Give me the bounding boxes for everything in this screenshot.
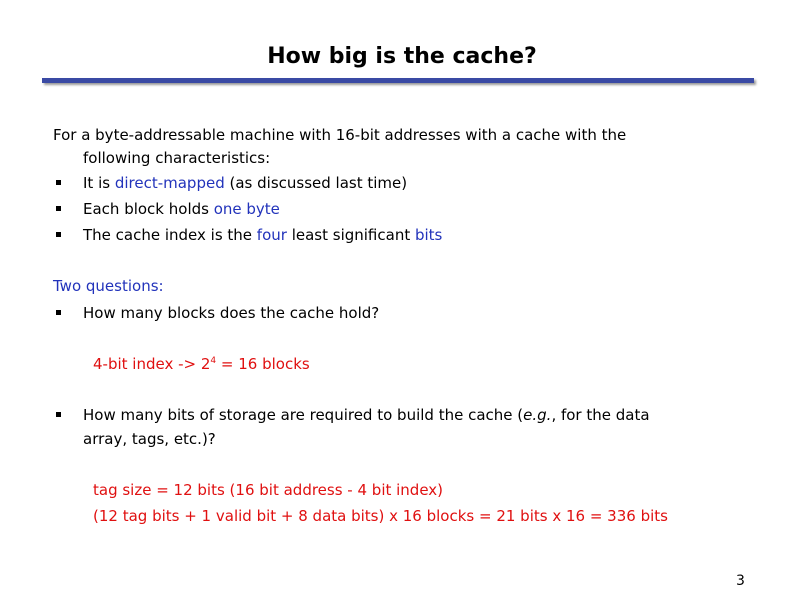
text-segment: 4-bit index -> 2 — [93, 355, 211, 373]
highlight-four: four — [256, 226, 287, 244]
text-segment: = 16 blocks — [216, 355, 310, 373]
answer-2-line-1: tag size = 12 bits (16 bit address - 4 bit index) — [93, 481, 444, 499]
bullet-block-size — [83, 200, 280, 218]
text-segment: , for the data — [551, 406, 650, 424]
bullet-marker — [56, 412, 61, 417]
text-segment: least significant — [286, 226, 415, 244]
highlight-direct-mapped: direct-mapped — [114, 174, 225, 192]
intro-line-2: following characteristics: — [83, 149, 271, 167]
text-segment: How many bits of storage are required to build the cache ( — [83, 406, 524, 424]
answer-2-line-2: (12 tag bits + 1 valid bit + 8 data bits) x 16 blocks = 21 bits x 16 = 336 bits — [93, 507, 668, 525]
bullet-marker — [56, 206, 61, 211]
bullet-marker — [56, 310, 61, 315]
text-segment: The cache index is the — [83, 226, 257, 244]
bullet-marker — [56, 232, 61, 237]
page-number: 3 — [736, 573, 745, 589]
highlight-one-byte: one byte — [213, 200, 280, 218]
bullet-marker — [56, 180, 61, 185]
question-2-line-2: array, tags, etc.)? — [83, 430, 216, 448]
answer-1 — [93, 355, 310, 373]
intro-line-1: For a byte-addressable machine with 16-bit addresses with a cache with the — [53, 126, 627, 144]
text-segment: Each block holds — [83, 200, 214, 218]
bullet-direct-mapped — [83, 174, 407, 192]
italic-eg: e.g. — [523, 406, 552, 424]
exponent: 4 — [210, 356, 217, 366]
bullet-cache-index — [83, 226, 442, 244]
text-segment: (as discussed last time) — [224, 174, 408, 192]
two-questions-heading: Two questions: — [53, 277, 164, 295]
question-2-line-1 — [83, 406, 650, 424]
question-1: How many blocks does the cache hold? — [83, 304, 380, 322]
highlight-bits: bits — [414, 226, 443, 244]
title-underline-bar — [42, 78, 754, 83]
text-segment: It is — [83, 174, 115, 192]
slide-title: How big is the cache? — [267, 44, 537, 69]
